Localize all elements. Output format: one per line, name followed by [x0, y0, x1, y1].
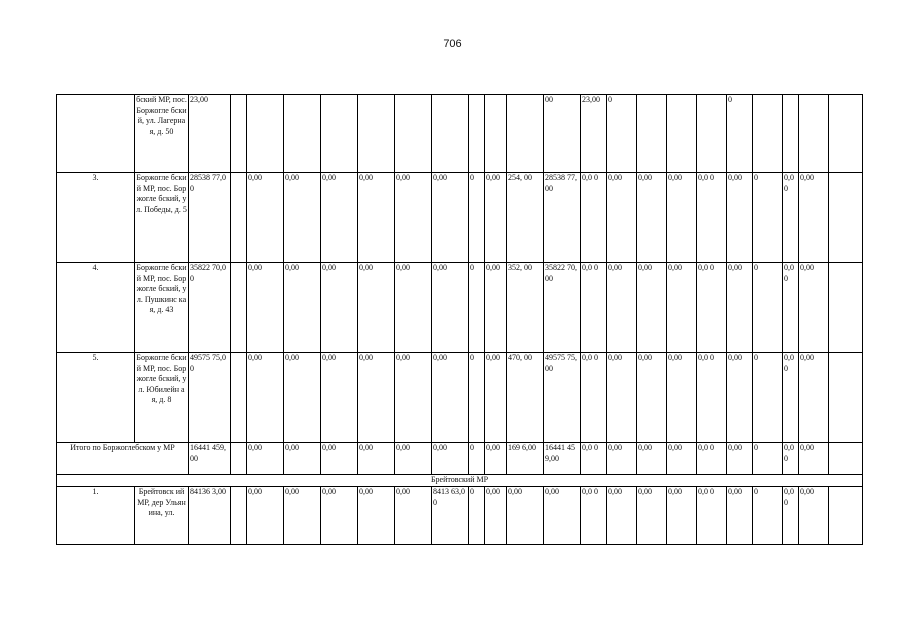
value-cell [284, 95, 321, 173]
value-cell: 0,00 [358, 263, 395, 353]
value-cell: 0,00 [395, 173, 432, 263]
value-cell [829, 263, 863, 353]
total-cost-cell: 28538 77,00 [189, 173, 231, 263]
value-cell: 0,00 [799, 443, 829, 475]
value-cell: 0,0 0 [581, 487, 607, 545]
value-cell: 0,00 [321, 353, 358, 443]
total-cost-cell: 49575 75,00 [189, 353, 231, 443]
value-cell: 0,0 0 [697, 487, 727, 545]
value-cell: 0,0 0 [581, 443, 607, 475]
value-cell: 0,00 [247, 487, 284, 545]
value-cell: 0,00 [799, 487, 829, 545]
value-cell: 0,00 [799, 353, 829, 443]
table-row [57, 95, 863, 173]
value-cell: 0,00 [432, 173, 469, 263]
value-cell: 0,00 [284, 173, 321, 263]
value-cell: 0,00 [321, 173, 358, 263]
value-cell: 0,00 [637, 353, 667, 443]
value-cell: 0,00 [667, 353, 697, 443]
value-cell: 0,00 [395, 353, 432, 443]
value-cell: 0,00 [247, 443, 284, 475]
section-row [57, 475, 863, 487]
total-cost-cell: 23,00 [189, 95, 231, 173]
value-cell: 0,00 [247, 263, 284, 353]
value-cell: 0,00 [485, 173, 507, 263]
value-cell [697, 95, 727, 173]
row-number [57, 95, 135, 173]
total-row [57, 443, 863, 475]
value-cell: 0,0 0 [581, 173, 607, 263]
table-row [57, 173, 863, 263]
value-cell: 0,00 [321, 487, 358, 545]
total-cost-cell: 84136 3,00 [189, 487, 231, 545]
value-cell: 0 [753, 173, 783, 263]
value-cell: 0,00 [358, 173, 395, 263]
value-cell: 0,00 [607, 353, 637, 443]
row-number: 5. [57, 353, 135, 443]
value-cell: 470, 00 [507, 353, 544, 443]
value-cell: 0,00 [395, 263, 432, 353]
value-cell: 0,00 [667, 487, 697, 545]
value-cell [231, 173, 247, 263]
total-label: Итого по Боржоглебском у МР [57, 443, 189, 475]
value-cell [231, 95, 247, 173]
value-cell: 0,0 0 [697, 263, 727, 353]
value-cell: 0,00 [607, 443, 637, 475]
value-cell: 0,00 [799, 263, 829, 353]
value-cell [829, 443, 863, 475]
value-cell: 0,00 [637, 263, 667, 353]
value-cell [469, 95, 485, 173]
value-cell: 0,00 [783, 173, 799, 263]
value-cell [783, 95, 799, 173]
value-cell: 0 [607, 95, 637, 173]
value-cell [231, 263, 247, 353]
table-row [57, 263, 863, 353]
value-cell: 0,00 [667, 263, 697, 353]
value-cell: 0,0 0 [581, 353, 607, 443]
value-cell: 0,00 [637, 487, 667, 545]
value-cell: 0 [469, 353, 485, 443]
value-cell: 0,00 [667, 173, 697, 263]
value-cell [667, 95, 697, 173]
section-title: Брейтовский МР [57, 475, 863, 487]
value-cell: 0,00 [607, 487, 637, 545]
value-cell: 0,00 [358, 487, 395, 545]
value-cell: 0,00 [783, 263, 799, 353]
address-cell: Брейтовск ий МР, дер Ульянина, ул. [135, 487, 189, 545]
value-cell: 0,00 [607, 173, 637, 263]
value-cell [231, 353, 247, 443]
row-number: 4. [57, 263, 135, 353]
value-cell: 0,00 [247, 353, 284, 443]
value-cell: 0,00 [432, 263, 469, 353]
value-cell: 0,00 [284, 487, 321, 545]
value-cell: 0,00 [727, 173, 753, 263]
value-cell [753, 95, 783, 173]
value-cell: 0,00 [637, 443, 667, 475]
data-table [56, 94, 863, 545]
value-cell: 0,00 [247, 173, 284, 263]
value-cell: 0 [753, 443, 783, 475]
value-cell: 23,00 [581, 95, 607, 173]
value-cell: 0,00 [485, 263, 507, 353]
value-cell [829, 353, 863, 443]
value-cell: 00 [544, 95, 581, 173]
value-cell: 0,0 0 [697, 353, 727, 443]
value-cell: 0,0 0 [697, 443, 727, 475]
value-cell [507, 95, 544, 173]
value-cell: 0 [753, 263, 783, 353]
value-cell: 8413 63,00 [432, 487, 469, 545]
value-cell: 0,00 [321, 263, 358, 353]
value-cell [799, 95, 829, 173]
value-cell [321, 95, 358, 173]
value-cell [432, 95, 469, 173]
value-cell: 0,00 [395, 443, 432, 475]
value-cell [395, 95, 432, 173]
value-cell: 0,00 [727, 353, 753, 443]
table-row [57, 487, 863, 545]
value-cell: 0,00 [783, 353, 799, 443]
value-cell: 0 [753, 487, 783, 545]
value-cell [358, 95, 395, 173]
value-cell: 0,00 [284, 353, 321, 443]
value-cell: 0,00 [485, 487, 507, 545]
value-cell: 0 [469, 487, 485, 545]
address-cell: бский МР, пос. Боржогле бский, ул. Лагерная, д. 50 [135, 95, 189, 173]
value-cell: 49575 75,00 [544, 353, 581, 443]
value-cell: 35822 70,00 [544, 263, 581, 353]
value-cell: 0,00 [607, 263, 637, 353]
value-cell: 0,00 [727, 263, 753, 353]
value-cell: 0,00 [432, 353, 469, 443]
value-cell: 169 6,00 [507, 443, 544, 475]
total-cost-cell: 16441 459,00 [189, 443, 231, 475]
value-cell: 0 [469, 263, 485, 353]
value-cell [231, 487, 247, 545]
value-cell: 0,00 [485, 353, 507, 443]
value-cell: 0,00 [321, 443, 358, 475]
value-cell: 16441 459,00 [544, 443, 581, 475]
value-cell [231, 443, 247, 475]
address-cell: Боржогле бский МР, пос. Боржогле бский, ул. Юбилейн ая, д. 8 [135, 353, 189, 443]
table-row [57, 353, 863, 443]
value-cell [829, 487, 863, 545]
row-number: 1. [57, 487, 135, 545]
value-cell: 0 [469, 173, 485, 263]
value-cell: 0,00 [799, 173, 829, 263]
value-cell: 0,00 [783, 443, 799, 475]
value-cell: 0,00 [783, 487, 799, 545]
value-cell: 0,00 [358, 443, 395, 475]
value-cell: 0,00 [667, 443, 697, 475]
total-cost-cell: 35822 70,00 [189, 263, 231, 353]
value-cell: 0,00 [432, 443, 469, 475]
value-cell: 0,00 [637, 173, 667, 263]
value-cell: 0,0 0 [697, 173, 727, 263]
value-cell [485, 95, 507, 173]
value-cell [637, 95, 667, 173]
value-cell: 0,00 [507, 487, 544, 545]
value-cell: 0 [727, 95, 753, 173]
address-cell: Боржогле бский МР, пос. Боржогле бский, ул. Победы, д. 5 [135, 173, 189, 263]
row-number: 3. [57, 173, 135, 263]
address-cell: Боржогле бский МР, пос. Боржогле бский, ул. Пушкинс кая, д. 43 [135, 263, 189, 353]
value-cell: 0,00 [358, 353, 395, 443]
value-cell: 352, 00 [507, 263, 544, 353]
value-cell: 0,00 [727, 443, 753, 475]
value-cell [247, 95, 284, 173]
value-cell: 0 [469, 443, 485, 475]
value-cell: 0,00 [284, 263, 321, 353]
value-cell: 0,00 [395, 487, 432, 545]
value-cell: 0,0 0 [581, 263, 607, 353]
value-cell: 0,00 [485, 443, 507, 475]
value-cell: 0,00 [727, 487, 753, 545]
value-cell: 254, 00 [507, 173, 544, 263]
page-number: 706 [443, 38, 462, 50]
value-cell: 0,00 [544, 487, 581, 545]
value-cell [829, 95, 863, 173]
value-cell: 0 [753, 353, 783, 443]
value-cell: 0,00 [284, 443, 321, 475]
value-cell [829, 173, 863, 263]
value-cell: 28538 77,00 [544, 173, 581, 263]
